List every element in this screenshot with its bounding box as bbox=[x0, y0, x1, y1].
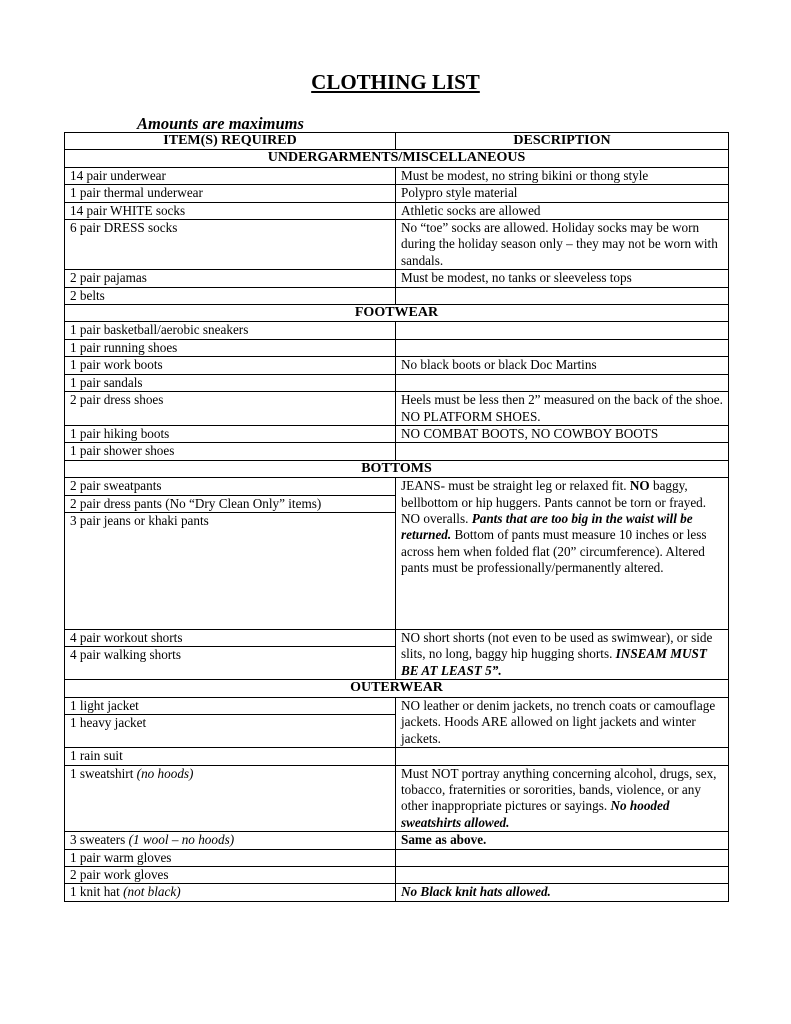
item-cell: 14 pair WHITE socks bbox=[65, 202, 396, 219]
item-cell: 2 pair pajamas bbox=[65, 270, 396, 287]
item-cell: 1 pair thermal underwear bbox=[65, 185, 396, 202]
table-row bbox=[65, 202, 729, 219]
table-row bbox=[65, 849, 729, 866]
table-row bbox=[65, 392, 729, 426]
item-cell: 14 pair underwear bbox=[65, 167, 396, 184]
item-cell: 2 belts bbox=[65, 287, 396, 304]
table-header-row bbox=[65, 133, 729, 150]
item-cell: 1 pair hiking boots bbox=[65, 425, 396, 442]
table-row bbox=[65, 867, 729, 884]
description-cell: Must be modest, no tanks or sleeveless tops bbox=[396, 270, 729, 287]
table-row bbox=[65, 287, 729, 304]
item-text: 1 knit hat bbox=[70, 884, 124, 900]
table-row bbox=[65, 185, 729, 202]
section-title: BOTTOMS bbox=[65, 460, 729, 477]
description-cell bbox=[396, 765, 729, 832]
section-row-footwear bbox=[65, 305, 729, 322]
table-row bbox=[65, 339, 729, 356]
section-title: FOOTWEAR bbox=[65, 305, 729, 322]
item-cell: 2 pair sweatpants bbox=[65, 478, 396, 495]
description-cell: Heels must be less then 2” measured on the back of the shoe. NO PLATFORM SHOES. bbox=[396, 392, 729, 426]
table-row bbox=[65, 374, 729, 391]
description-cell bbox=[396, 374, 729, 391]
item-note: (no hoods) bbox=[136, 765, 194, 781]
description-cell: Must be modest, no string bikini or thong style bbox=[396, 167, 729, 184]
column-header-item: ITEM(S) REQUIRED bbox=[65, 133, 396, 150]
table-row bbox=[65, 697, 729, 714]
item-cell: 3 pair jeans or khaki pants bbox=[65, 512, 396, 629]
section-row-undergarments bbox=[65, 150, 729, 167]
description-cell bbox=[396, 478, 729, 630]
item-cell: 6 pair DRESS socks bbox=[65, 220, 396, 270]
item-cell bbox=[65, 765, 396, 832]
item-note: (not black) bbox=[123, 884, 181, 900]
item-cell: 4 pair walking shorts bbox=[65, 647, 396, 680]
description-text: NO short shorts (not even to be used as swimwear), or side slits, no long, baggy hip hugging shorts. bbox=[401, 629, 713, 662]
description-cell: NO COMBAT BOOTS, NO COWBOY BOOTS bbox=[396, 425, 729, 442]
item-note: (1 wool – no hoods) bbox=[128, 832, 235, 848]
item-cell: 2 pair work gloves bbox=[65, 867, 396, 884]
table-row bbox=[65, 220, 729, 270]
item-cell: 1 pair sandals bbox=[65, 374, 396, 391]
section-row-bottoms bbox=[65, 460, 729, 477]
table-row bbox=[65, 270, 729, 287]
table-row bbox=[65, 425, 729, 442]
page-title: CLOTHING LIST bbox=[311, 70, 480, 94]
description-cell: No Black knit hats allowed. bbox=[396, 884, 729, 901]
item-cell: 1 rain suit bbox=[65, 748, 396, 765]
description-emphasis-text: No hooded sweatshirts allowed. bbox=[401, 798, 670, 830]
description-cell: Polypro style material bbox=[396, 185, 729, 202]
table-row bbox=[65, 884, 729, 901]
description-cell bbox=[396, 339, 729, 356]
section-title: OUTERWEAR bbox=[65, 680, 729, 697]
table-row bbox=[65, 629, 729, 646]
description-bold-text: NO bbox=[629, 478, 650, 494]
description-text: baggy, bellbottom or hip huggers. Pants cannot be torn or frayed. NO overalls. bbox=[401, 478, 707, 526]
description-cell: Athletic socks are allowed bbox=[396, 202, 729, 219]
table-row bbox=[65, 765, 729, 832]
description-emphasis-text: Pants that are too big in the waist will be returned. bbox=[401, 510, 693, 543]
item-cell bbox=[65, 884, 396, 901]
item-text: 3 sweaters bbox=[70, 832, 129, 848]
clothing-table bbox=[64, 132, 729, 902]
description-cell bbox=[396, 443, 729, 460]
description-cell bbox=[396, 322, 729, 339]
section-row-outerwear bbox=[65, 680, 729, 697]
table-row bbox=[65, 322, 729, 339]
item-text: 1 sweatshirt bbox=[70, 765, 137, 781]
table-row bbox=[65, 832, 729, 849]
description-text: Bottom of pants must measure 10 inches or less across hem when folded flat (20” circumference). Altered pants must be professionally/permanently altered. bbox=[401, 527, 707, 576]
item-cell: 1 light jacket bbox=[65, 697, 396, 714]
section-title: UNDERGARMENTS/MISCELLANEOUS bbox=[65, 150, 729, 167]
item-cell: 1 pair basketball/aerobic sneakers bbox=[65, 322, 396, 339]
item-cell: 4 pair workout shorts bbox=[65, 629, 396, 646]
description-cell: Same as above. bbox=[396, 832, 729, 849]
page-subtitle: Amounts are maximums bbox=[137, 114, 304, 133]
description-emphasis-text: INSEAM MUST BE AT LEAST 5”. bbox=[401, 646, 707, 678]
item-cell bbox=[65, 832, 396, 849]
item-cell: 2 pair dress pants (No “Dry Clean Only” items) bbox=[65, 495, 396, 512]
item-cell: 1 pair shower shoes bbox=[65, 443, 396, 460]
description-text: Must NOT portray anything concerning alcohol, drugs, sex, tobacco, fraternities or sororities, bands, violence, or any other inappropriate pictures or sayings. bbox=[401, 765, 717, 814]
item-cell: 1 pair work boots bbox=[65, 357, 396, 374]
table-row bbox=[65, 357, 729, 374]
item-cell: 1 pair warm gloves bbox=[65, 849, 396, 866]
column-header-description: DESCRIPTION bbox=[396, 133, 729, 150]
table-row bbox=[65, 167, 729, 184]
table-row bbox=[65, 443, 729, 460]
description-cell bbox=[396, 748, 729, 765]
item-cell: 1 heavy jacket bbox=[65, 715, 396, 748]
item-cell: 1 pair running shoes bbox=[65, 339, 396, 356]
item-cell: 2 pair dress shoes bbox=[65, 392, 396, 426]
description-cell bbox=[396, 867, 729, 884]
description-cell: No “toe” socks are allowed. Holiday socks may be worn during the holiday season only – they may not be worn with sandals. bbox=[396, 220, 729, 270]
description-text: JEANS- must be straight leg or relaxed fit. bbox=[401, 478, 630, 494]
description-cell: NO leather or denim jackets, no trench coats or camouflage jackets. Hoods ARE allowed on light jackets and winter jackets. bbox=[396, 697, 729, 747]
table-row bbox=[65, 478, 729, 495]
description-cell bbox=[396, 629, 729, 679]
description-cell: No black boots or black Doc Martins bbox=[396, 357, 729, 374]
table-row bbox=[65, 748, 729, 765]
description-cell bbox=[396, 287, 729, 304]
description-cell bbox=[396, 849, 729, 866]
